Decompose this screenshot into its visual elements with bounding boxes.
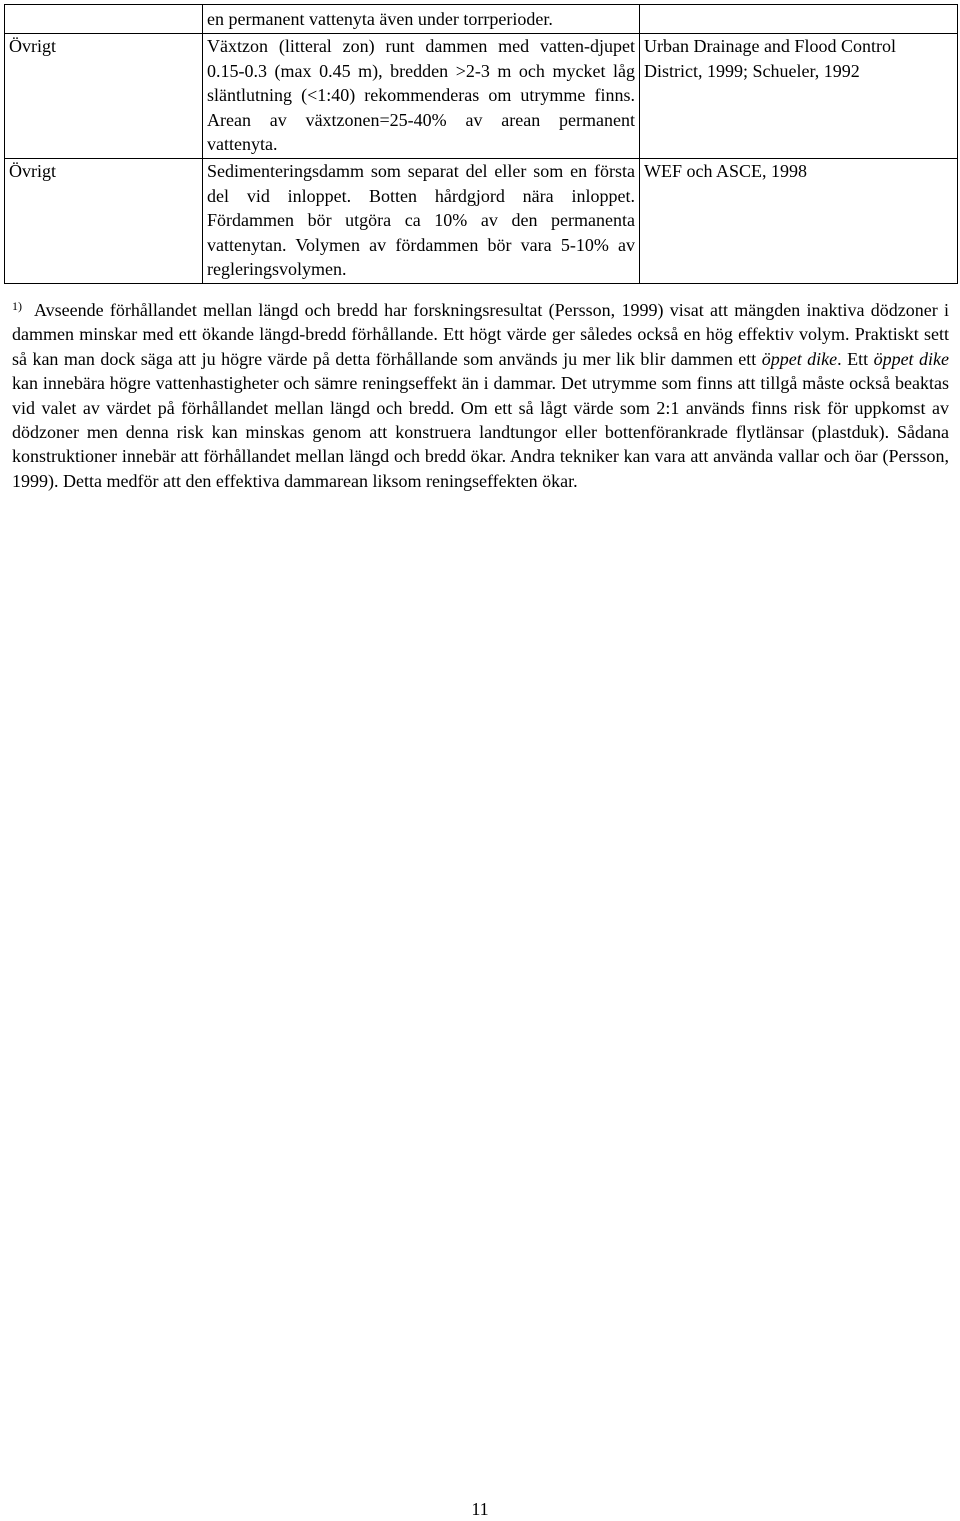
- footnote: [12, 298, 949, 493]
- design-guidelines-table: [4, 4, 958, 284]
- footnote-term-oppet-dike: öppet dike: [873, 348, 949, 369]
- reference-cell: Urban Drainage and Flood Control District, 1999; Schueler, 1992: [640, 34, 958, 159]
- footnote-text-part: . Ett: [837, 348, 874, 369]
- table-row: [5, 159, 958, 284]
- description-cell: Sedimenteringsdamm som separat del eller som en första del vid inloppet. Botten hårdgjord nära inloppet. Fördammen bör utgöra ca 10% av den permanenta vattenytan. Volymen av fördammen bör vara 5-10% av regleringsvolymen.: [203, 159, 640, 284]
- category-cell: Övrigt: [5, 159, 203, 284]
- footnote-term-oppet-dike: öppet dike: [761, 348, 838, 369]
- footnote-text-part: Avseende förhållandet mellan längd och bredd har forskningsresultat (Persson, 1999) visat att mängden inaktiva dödzoner i dammen minskar med ett ökande längd-bredd förhållande. Ett högt värde ger således också en hög effektiv volym. Praktiskt sett så kan man dock säga att ju högre värde på detta förhållande som används ju mer lik blir dammen ett: [12, 300, 949, 369]
- description-cell: en permanent vattenyta även under torrperioder.: [203, 5, 640, 34]
- category-cell: [5, 5, 203, 34]
- table-row: [5, 34, 958, 159]
- description-cell: Växtzon (litteral zon) runt dammen med vatten-djupet 0.15-0.3 (max 0.45 m), bredden >2-3 m och mycket låg släntlutning (<1:40) rekommenderas om utrymme finns. Arean av växtzonen=25-40% av arean permanent vattenyta.: [203, 34, 640, 159]
- category-cell: Övrigt: [5, 34, 203, 159]
- page-number: 11: [471, 1499, 489, 1519]
- table-row: [5, 5, 958, 34]
- reference-cell: WEF och ASCE, 1998: [640, 159, 958, 284]
- reference-cell: [640, 5, 958, 34]
- footnote-marker: 1): [12, 299, 22, 313]
- footnote-text-part: kan innebära högre vattenhastigheter och sämre reningseffekt än i dammar. Det utrymme som finns att tillgå måste också beaktas vid valet av värdet på förhållandet mellan längd och bredd. Om ett så lågt värde som 2:1 används finns risk för uppkomst av dödzoner men denna risk kan minskas genom att konstruera landtungor eller bottenförankrade flytlänsar (plastduk). Sådana konstruktioner innebär att förhållandet mellan längd och bredd ökar. Andra tekniker kan vara att använda vallar och öar (Persson, 1999). Detta medför att den effektiva dammarean liksom reningseffekten ökar.: [12, 373, 949, 491]
